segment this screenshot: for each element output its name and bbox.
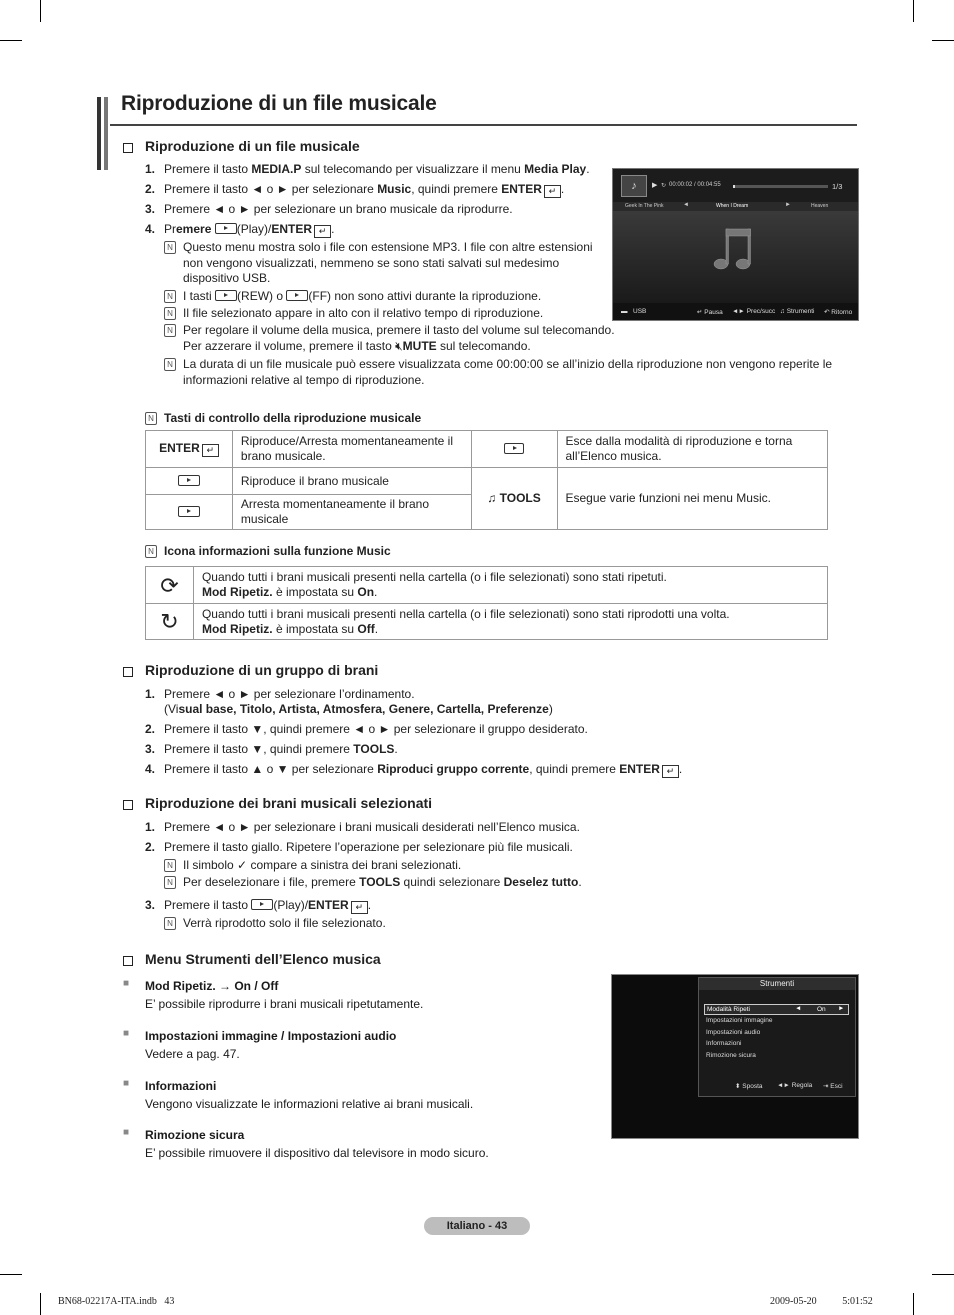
menu-item: Rimozione sicura: [706, 1052, 756, 1059]
note-icon: N: [164, 917, 176, 930]
note-item: N Verrà riprodotto solo il file selezionato.: [164, 916, 664, 932]
section-title: Riproduzione di un file musicale: [145, 138, 360, 154]
repeat-once-icon: ↻: [146, 604, 194, 640]
ff-button-icon: [286, 290, 308, 301]
current-track: When I Dream: [716, 203, 749, 209]
mute-icon: 🔇︎: [395, 338, 403, 353]
note-icon: N: [145, 545, 157, 558]
stop-button-icon: [504, 443, 524, 454]
note-icon: N: [164, 290, 176, 303]
print-file-info: BN68-02217A-ITA.indb 43: [58, 1296, 175, 1307]
play-button-icon: [215, 223, 237, 234]
menu-item: Impostazioni audio: [706, 1029, 761, 1036]
music-player-screenshot: ♪ ▶ ↻ 00:00:02 / 00:04:55 1/3 Geek In The Pink ◄ When I Dream ► Heaven ▬ USB ↵ Pausa ◄► Prec/succ ♫ Strumenti ↶ Ritorno: [612, 168, 859, 321]
section-title: Riproduzione dei brani musicali selezionati: [145, 795, 433, 811]
menu-item: Informazioni: [706, 1040, 742, 1047]
title-accent-bar: [97, 97, 101, 170]
play-button-icon: [178, 475, 200, 486]
section-title: Menu Strumenti dell’Elenco musica: [145, 951, 381, 967]
enter-icon: ↵: [202, 444, 219, 457]
bullet-icon: ■: [123, 1028, 130, 1039]
repeat-mode-row: Modalità Ripeti ◄ On ►: [704, 1004, 849, 1015]
hint-exit: ⇥ Esci: [823, 1083, 843, 1090]
play-button-icon: [251, 899, 273, 910]
note-icon: N: [164, 859, 176, 872]
crop-mark: [0, 40, 22, 41]
bullet-icon: ■: [123, 1078, 130, 1089]
play-state-icon: ▶: [652, 182, 658, 189]
prev-track: Geek In The Pink: [625, 203, 664, 209]
music-note-icon: [613, 211, 858, 303]
info-table: ⟳ Quando tutti i brani musicali presenti nella cartella (o i file selezionati) sono stati ripetuti. Mod Ripetiz. è impostata su On. ↻ Quando tutti i brani musicali presenti nella cartella (o i file selezionati) sono stati riprodotti una volta. Mod Ripetiz. è impostata su Off.: [145, 566, 828, 640]
device-label: USB: [633, 308, 647, 315]
section-title: Riproduzione di un gruppo di brani: [145, 662, 379, 678]
crop-mark: [932, 1274, 954, 1275]
bullet-icon: ■: [123, 1127, 130, 1138]
crop-mark: [40, 1293, 41, 1315]
page-title: Riproduzione di un file musicale: [121, 92, 437, 115]
menu-item-desc: Informazioni Vengono visualizzate le informazioni relative ai brani musicali.: [145, 1079, 474, 1111]
hint-prev-next: ◄► Prec/succ: [732, 308, 776, 315]
note-icon: N: [164, 358, 176, 371]
note-item: N I tasti (REW) o (FF) non sono attivi durante la riproduzione.: [164, 289, 604, 305]
table-caption: N Tasti di controllo della riproduzione musicale: [145, 411, 545, 427]
note-item: N Il simbolo ✓ compare a sinistra dei brani selezionati.: [164, 858, 664, 874]
enter-icon: ↵: [662, 765, 679, 778]
tools-icon: ♫: [487, 491, 497, 505]
note-item: N Il file selezionato appare in alto con il relativo tempo di riproduzione.: [164, 306, 604, 322]
section-bullet-icon: [123, 800, 133, 810]
tools-menu-title: Strumenti: [699, 978, 855, 990]
crop-mark: [913, 0, 914, 22]
check-icon: ✓: [237, 858, 248, 872]
section-bullet-icon: [123, 956, 133, 966]
next-track: Heaven: [811, 203, 829, 209]
hint-move: ⬍ Sposta: [735, 1083, 763, 1090]
repeat-icon: ↻: [661, 183, 667, 189]
print-date-info: 2009-05-20 ￿￿ 5:01:52: [770, 1296, 873, 1307]
note-icon: N: [164, 307, 176, 320]
hint-return: ↶ Ritorno: [824, 309, 853, 316]
section-bullet-icon: [123, 143, 133, 153]
note-item: N Per regolare il volume della musica, premere il tasto del volume sul telecomando. Per azzerare il volume, premere il tasto 🔇︎MUTE sul telecomando.: [164, 323, 764, 355]
play-time: 00:00:02 / 00:04:55: [669, 182, 721, 188]
progress-bar: [733, 185, 828, 188]
title-rule: [110, 124, 857, 126]
note-icon: N: [164, 876, 176, 889]
bullet-icon: ■: [123, 978, 130, 989]
enter-icon: ↵: [314, 225, 331, 238]
tools-menu-screenshot: [611, 974, 859, 1139]
pause-button-icon: [178, 506, 200, 517]
note-icon: N: [164, 324, 176, 337]
menu-item-desc: Rimozione sicura E’ possibile rimuovere il dispositivo dal televisore in modo sicuro.: [145, 1128, 489, 1160]
section-bullet-icon: [123, 667, 133, 677]
menu-item: Impostazioni immagine: [706, 1017, 773, 1024]
note-icon: N: [145, 412, 157, 425]
title-accent-bar: [104, 97, 108, 170]
note-item: N Questo menu mostra solo i file con estensione MP3. I file con altre estensioni non vengono visualizzati, nemmeno se sono stati salvati sul medesimo dispositivo USB.: [164, 240, 604, 288]
menu-item-desc: Impostazioni immagine / Impostazioni audio Vedere a pag. 47.: [145, 1029, 397, 1061]
repeat-all-icon: ⟳: [146, 567, 194, 604]
note-icon: N: [164, 241, 176, 254]
page-number-badge: Italiano - 43: [424, 1217, 530, 1235]
track-count: 1/3: [832, 182, 843, 191]
note-item: N Per deselezionare i file, premere TOOLS quindi selezionare Deselez tutto.: [164, 875, 664, 891]
hint-adjust: ◄► Regola: [777, 1082, 813, 1089]
crop-mark: [0, 1274, 22, 1275]
table-caption: N Icona informazioni sulla funzione Music: [145, 544, 545, 560]
hint-tools: ♫ Strumenti: [780, 308, 815, 315]
album-art-icon: ♪: [621, 175, 647, 197]
crop-mark: [932, 40, 954, 41]
hint-pause: ↵ Pausa: [697, 309, 723, 316]
controls-table: ENTER ↵ Riproduce/Arresta momentaneamente il brano musicale. Esce dalla modalità di riproduzione e torna all’Elenco musica. Riproduce il brano musicale ♫ TOOLS Esegue varie funzioni nei menu Music. Arresta momentaneamente il brano musicale: [145, 430, 828, 530]
enter-icon: ↵: [544, 185, 561, 198]
note-item: N La durata di un file musicale può essere visualizzata come 00:00:00 se all’inizio della riproduzione non vengono reperite le informazioni relative al tempo di riproduzione.: [164, 357, 854, 389]
crop-mark: [40, 0, 41, 22]
rew-button-icon: [215, 290, 237, 301]
enter-icon: ↵: [351, 901, 368, 914]
menu-item-desc: Mod Ripetiz. → On / Off E’ possibile riprodurre i brani musicali ripetutamente.: [145, 979, 424, 1011]
usb-icon: ▬: [621, 308, 628, 315]
crop-mark: [913, 1293, 914, 1315]
